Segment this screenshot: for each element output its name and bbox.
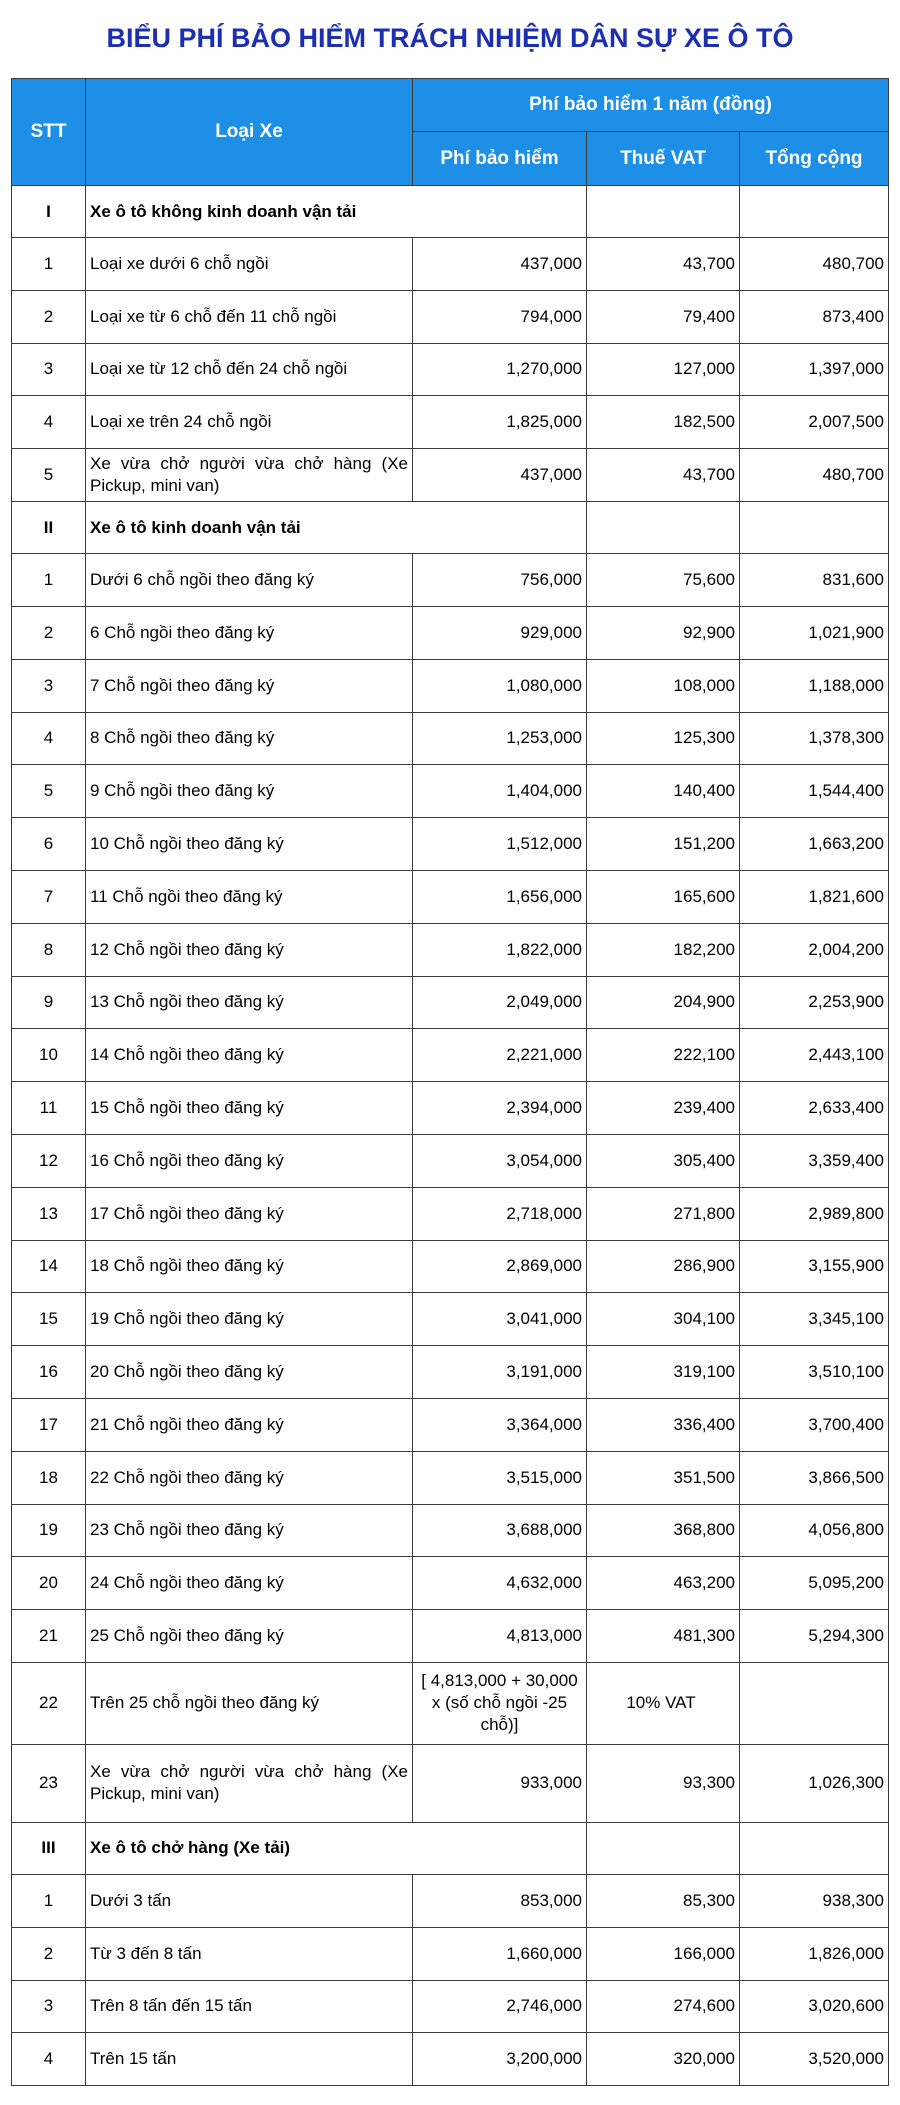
empty-cell	[740, 1822, 889, 1874]
section-row	[12, 1822, 889, 1874]
vat-value: 151,200	[587, 818, 740, 871]
total-value	[740, 1662, 889, 1744]
table-row	[12, 1398, 889, 1451]
total-value: 3,020,600	[740, 1980, 889, 2033]
vehicle-type: Loại xe từ 12 chỗ đến 24 chỗ ngồi	[86, 343, 413, 396]
table-row	[12, 1029, 889, 1082]
vat-value: 368,800	[587, 1504, 740, 1557]
page-title: BIỂU PHÍ BẢO HIỂM TRÁCH NHIỆM DÂN SỰ XE Ô TÔ	[106, 23, 794, 53]
total-value: 2,007,500	[740, 396, 889, 449]
empty-cell	[587, 1822, 740, 1874]
table-row	[12, 1557, 889, 1610]
row-number: 5	[12, 449, 86, 502]
vehicle-type: Loại xe từ 6 chỗ đến 11 chỗ ngồi	[86, 290, 413, 343]
row-number: 2	[12, 606, 86, 659]
total-value: 2,443,100	[740, 1029, 889, 1082]
vehicle-type: 10 Chỗ ngồi theo đăng ký	[86, 818, 413, 871]
vehicle-type: Loại xe dưới 6 chỗ ngồi	[86, 238, 413, 291]
vat-value: 108,000	[587, 659, 740, 712]
premium-value: 3,041,000	[413, 1293, 587, 1346]
table-row	[12, 923, 889, 976]
vat-value: 140,400	[587, 765, 740, 818]
vehicle-type: Loại xe trên 24 chỗ ngồi	[86, 396, 413, 449]
col-header-stt: STT	[12, 79, 86, 186]
empty-cell	[587, 186, 740, 238]
section-number: II	[12, 502, 86, 554]
premium-value: 3,191,000	[413, 1346, 587, 1399]
total-value: 1,188,000	[740, 659, 889, 712]
table-row	[12, 396, 889, 449]
premium-value: 2,394,000	[413, 1082, 587, 1135]
row-number: 21	[12, 1610, 86, 1663]
premium-value: 794,000	[413, 290, 587, 343]
total-value: 831,600	[740, 554, 889, 607]
row-number: 11	[12, 1082, 86, 1135]
row-number: 7	[12, 870, 86, 923]
premium-value: 437,000	[413, 238, 587, 291]
vat-value: 92,900	[587, 606, 740, 659]
col-header-loai-xe: Loại Xe	[86, 79, 413, 186]
premium-value: 3,200,000	[413, 2033, 587, 2086]
table-body	[12, 186, 889, 2086]
table-row	[12, 290, 889, 343]
section-row	[12, 186, 889, 238]
total-value: 1,397,000	[740, 343, 889, 396]
premium-value: 1,512,000	[413, 818, 587, 871]
row-number: 1	[12, 1874, 86, 1927]
row-number: 19	[12, 1504, 86, 1557]
table-row	[12, 1240, 889, 1293]
table-row	[12, 1744, 889, 1822]
vehicle-type: 18 Chỗ ngồi theo đăng ký	[86, 1240, 413, 1293]
row-number: 3	[12, 1980, 86, 2033]
total-value: 1,821,600	[740, 870, 889, 923]
total-value: 2,633,400	[740, 1082, 889, 1135]
table-row	[12, 1504, 889, 1557]
vehicle-type: 21 Chỗ ngồi theo đăng ký	[86, 1398, 413, 1451]
total-value: 2,253,900	[740, 976, 889, 1029]
vat-value: 274,600	[587, 1980, 740, 2033]
row-number: 3	[12, 343, 86, 396]
table-row	[12, 1610, 889, 1663]
premium-value: 3,364,000	[413, 1398, 587, 1451]
row-number: 16	[12, 1346, 86, 1399]
vat-value: 222,100	[587, 1029, 740, 1082]
table-row	[12, 870, 889, 923]
vehicle-type: 14 Chỗ ngồi theo đăng ký	[86, 1029, 413, 1082]
vehicle-type: Trên 25 chỗ ngồi theo đăng ký	[86, 1662, 413, 1744]
total-value: 2,004,200	[740, 923, 889, 976]
premium-value: 2,718,000	[413, 1187, 587, 1240]
premium-value: 1,822,000	[413, 923, 587, 976]
vat-value: 165,600	[587, 870, 740, 923]
vat-value: 125,300	[587, 712, 740, 765]
row-number: 18	[12, 1451, 86, 1504]
vehicle-type: 8 Chỗ ngồi theo đăng ký	[86, 712, 413, 765]
table-row	[12, 1346, 889, 1399]
vehicle-type: 13 Chỗ ngồi theo đăng ký	[86, 976, 413, 1029]
vehicle-type: 17 Chỗ ngồi theo đăng ký	[86, 1187, 413, 1240]
vehicle-type: 19 Chỗ ngồi theo đăng ký	[86, 1293, 413, 1346]
total-value: 480,700	[740, 238, 889, 291]
vehicle-type: 20 Chỗ ngồi theo đăng ký	[86, 1346, 413, 1399]
vat-value: 463,200	[587, 1557, 740, 1610]
premium-value: 756,000	[413, 554, 587, 607]
col-header-vat: Thuế VAT	[587, 132, 740, 186]
total-value: 1,378,300	[740, 712, 889, 765]
table-row	[12, 712, 889, 765]
col-header-phi: Phí bảo hiểm	[413, 132, 587, 186]
total-value: 3,155,900	[740, 1240, 889, 1293]
section-title: Xe ô tô chở hàng (Xe tải)	[86, 1822, 587, 1874]
total-value: 938,300	[740, 1874, 889, 1927]
premium-value: 933,000	[413, 1744, 587, 1822]
table-row	[12, 343, 889, 396]
vehicle-type: 15 Chỗ ngồi theo đăng ký	[86, 1082, 413, 1135]
total-value: 3,345,100	[740, 1293, 889, 1346]
vehicle-type: 9 Chỗ ngồi theo đăng ký	[86, 765, 413, 818]
total-value: 3,866,500	[740, 1451, 889, 1504]
section-title: Xe ô tô kinh doanh vận tải	[86, 502, 587, 554]
total-value: 1,663,200	[740, 818, 889, 871]
premium-value: 4,632,000	[413, 1557, 587, 1610]
vat-value: 319,100	[587, 1346, 740, 1399]
total-value: 3,700,400	[740, 1398, 889, 1451]
row-number: 17	[12, 1398, 86, 1451]
vehicle-type: Dưới 6 chỗ ngồi theo đăng ký	[86, 554, 413, 607]
vat-value: 93,300	[587, 1744, 740, 1822]
empty-cell	[740, 186, 889, 238]
table-row	[12, 765, 889, 818]
total-value: 1,544,400	[740, 765, 889, 818]
row-number: 15	[12, 1293, 86, 1346]
total-value: 3,359,400	[740, 1134, 889, 1187]
empty-cell	[587, 502, 740, 554]
premium-value: 2,221,000	[413, 1029, 587, 1082]
premium-value: 437,000	[413, 449, 587, 502]
total-value: 1,021,900	[740, 606, 889, 659]
premium-value: 1,825,000	[413, 396, 587, 449]
vat-value: 239,400	[587, 1082, 740, 1135]
vat-value: 271,800	[587, 1187, 740, 1240]
vehicle-type: 22 Chỗ ngồi theo đăng ký	[86, 1451, 413, 1504]
vehicle-type: Xe vừa chở người vừa chở hàng (Xe Pickup, mini van)	[86, 1744, 413, 1822]
col-header-tong: Tổng cộng	[740, 132, 889, 186]
row-number: 8	[12, 923, 86, 976]
vehicle-type: Dưới 3 tấn	[86, 1874, 413, 1927]
premium-value: 1,080,000	[413, 659, 587, 712]
vat-value: 351,500	[587, 1451, 740, 1504]
vat-value: 43,700	[587, 238, 740, 291]
vat-value: 286,900	[587, 1240, 740, 1293]
table-row	[12, 238, 889, 291]
premium-value: 4,813,000	[413, 1610, 587, 1663]
section-title: Xe ô tô không kinh doanh vận tải	[86, 186, 587, 238]
section-number: I	[12, 186, 86, 238]
total-value: 1,026,300	[740, 1744, 889, 1822]
premium-value: 929,000	[413, 606, 587, 659]
row-number: 22	[12, 1662, 86, 1744]
vehicle-type: 11 Chỗ ngồi theo đăng ký	[86, 870, 413, 923]
col-header-group: Phí bảo hiểm 1 năm (đồng)	[413, 79, 889, 132]
row-number: 12	[12, 1134, 86, 1187]
table-row	[12, 659, 889, 712]
premium-value: 1,270,000	[413, 343, 587, 396]
row-number: 9	[12, 976, 86, 1029]
vehicle-type: 6 Chỗ ngồi theo đăng ký	[86, 606, 413, 659]
premium-value: 2,869,000	[413, 1240, 587, 1293]
section-number: III	[12, 1822, 86, 1874]
vehicle-type: Trên 15 tấn	[86, 2033, 413, 2086]
vat-value: 75,600	[587, 554, 740, 607]
table-row	[12, 1187, 889, 1240]
table-row	[12, 2033, 889, 2086]
total-value: 4,056,800	[740, 1504, 889, 1557]
total-value: 480,700	[740, 449, 889, 502]
premium-value: 1,656,000	[413, 870, 587, 923]
total-value: 3,520,000	[740, 2033, 889, 2086]
vehicle-type: 7 Chỗ ngồi theo đăng ký	[86, 659, 413, 712]
vat-value: 10% VAT	[587, 1662, 740, 1744]
row-number: 23	[12, 1744, 86, 1822]
vehicle-type: Xe vừa chở người vừa chở hàng (Xe Pickup, mini van)	[86, 449, 413, 502]
total-value: 5,095,200	[740, 1557, 889, 1610]
vat-value: 182,500	[587, 396, 740, 449]
row-number: 20	[12, 1557, 86, 1610]
premium-value: 3,515,000	[413, 1451, 587, 1504]
premium-value: 2,049,000	[413, 976, 587, 1029]
total-value: 3,510,100	[740, 1346, 889, 1399]
vat-value: 336,400	[587, 1398, 740, 1451]
vat-value: 481,300	[587, 1610, 740, 1663]
fee-table	[11, 78, 889, 2086]
total-value: 2,989,800	[740, 1187, 889, 1240]
section-row	[12, 502, 889, 554]
premium-value: 2,746,000	[413, 1980, 587, 2033]
vat-value: 304,100	[587, 1293, 740, 1346]
vat-value: 182,200	[587, 923, 740, 976]
table-row	[12, 976, 889, 1029]
table-row	[12, 1082, 889, 1135]
row-number: 14	[12, 1240, 86, 1293]
table-row	[12, 1134, 889, 1187]
premium-value: 1,253,000	[413, 712, 587, 765]
vat-value: 79,400	[587, 290, 740, 343]
vat-value: 43,700	[587, 449, 740, 502]
row-number: 13	[12, 1187, 86, 1240]
row-number: 4	[12, 712, 86, 765]
premium-value: 853,000	[413, 1874, 587, 1927]
table-row	[12, 1293, 889, 1346]
row-number: 2	[12, 290, 86, 343]
row-number: 2	[12, 1927, 86, 1980]
row-number: 3	[12, 659, 86, 712]
premium-value: 3,054,000	[413, 1134, 587, 1187]
row-number: 6	[12, 818, 86, 871]
total-value: 5,294,300	[740, 1610, 889, 1663]
table-row	[12, 554, 889, 607]
total-value: 1,826,000	[740, 1927, 889, 1980]
table-row	[12, 449, 889, 502]
vehicle-type: Trên 8 tấn đến 15 tấn	[86, 1980, 413, 2033]
vat-value: 166,000	[587, 1927, 740, 1980]
row-number: 4	[12, 396, 86, 449]
table-row	[12, 1980, 889, 2033]
table-row	[12, 1662, 889, 1744]
vehicle-type: 24 Chỗ ngồi theo đăng ký	[86, 1557, 413, 1610]
premium-value: 3,688,000	[413, 1504, 587, 1557]
table-row	[12, 606, 889, 659]
vat-value: 127,000	[587, 343, 740, 396]
row-number: 1	[12, 554, 86, 607]
row-number: 5	[12, 765, 86, 818]
premium-value: 1,660,000	[413, 1927, 587, 1980]
vat-value: 85,300	[587, 1874, 740, 1927]
table-row	[12, 1927, 889, 1980]
empty-cell	[740, 502, 889, 554]
row-number: 1	[12, 238, 86, 291]
table-row	[12, 818, 889, 871]
vat-value: 305,400	[587, 1134, 740, 1187]
table-row	[12, 1874, 889, 1927]
row-number: 10	[12, 1029, 86, 1082]
row-number: 4	[12, 2033, 86, 2086]
total-value: 873,400	[740, 290, 889, 343]
vehicle-type: 25 Chỗ ngồi theo đăng ký	[86, 1610, 413, 1663]
table-row	[12, 1451, 889, 1504]
vat-value: 204,900	[587, 976, 740, 1029]
vehicle-type: Từ 3 đến 8 tấn	[86, 1927, 413, 1980]
vehicle-type: 12 Chỗ ngồi theo đăng ký	[86, 923, 413, 976]
premium-value: 1,404,000	[413, 765, 587, 818]
vehicle-type: 23 Chỗ ngồi theo đăng ký	[86, 1504, 413, 1557]
vat-value: 320,000	[587, 2033, 740, 2086]
vehicle-type: 16 Chỗ ngồi theo đăng ký	[86, 1134, 413, 1187]
premium-value: [ 4,813,000 + 30,000 x (số chỗ ngồi -25 chỗ)]	[413, 1662, 587, 1744]
